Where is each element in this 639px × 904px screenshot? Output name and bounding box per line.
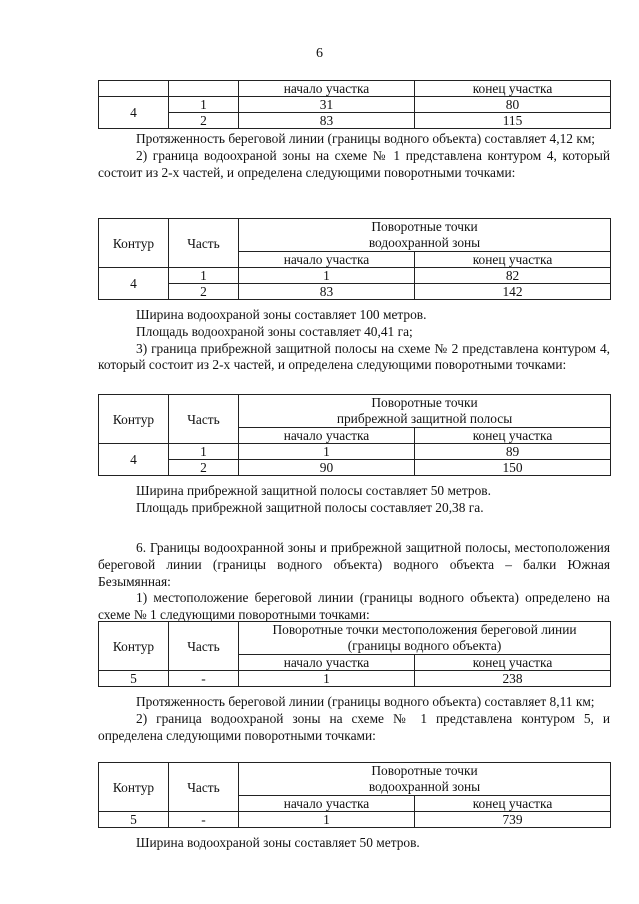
cell-end: 115 [415, 113, 611, 129]
header-group-line1: Поворотные точки местоположения береговой линии [272, 622, 577, 637]
table-water-protection-zone-5 [98, 762, 610, 828]
cell-end: 82 [415, 268, 611, 284]
cell-part: 2 [169, 284, 239, 300]
table-coastal-protection-strip-4 [98, 394, 610, 476]
paragraph: Протяженность береговой линии (границы водного объекта) составляет 8,11 км; [136, 694, 595, 709]
table-water-protection-zone-4 [98, 218, 610, 300]
cell-start: 31 [239, 97, 415, 113]
paragraph: Ширина прибрежной защитной полосы составляет 50 метров. [136, 483, 491, 498]
paragraph: Ширина водоохраной зоны составляет 100 метров. [136, 307, 427, 322]
text-block-6 [98, 835, 610, 852]
header-start: начало участка [239, 655, 415, 671]
header-part: Часть [169, 395, 239, 444]
header-end: конец участка [415, 81, 611, 97]
header-contour: Контур [99, 763, 169, 812]
cell-end: 150 [415, 460, 611, 476]
header-part: Часть [169, 763, 239, 812]
cell-start: 1 [239, 812, 415, 828]
cell-part: 1 [169, 97, 239, 113]
header-group-line2: прибрежной защитной полосы [336, 411, 513, 426]
cell-contour: 4 [99, 268, 169, 300]
paragraph: Площадь водоохраной зоны составляет 40,41 га; [136, 323, 413, 339]
table-shoreline-contour-5 [98, 621, 610, 687]
cell-contour: 5 [99, 671, 169, 687]
text-block-1 [98, 131, 610, 181]
header-group-line2: водоохранной зоны [368, 779, 481, 794]
cell-end: 739 [415, 812, 611, 828]
header-start: начало участка [239, 252, 415, 268]
header-contour: Контур [99, 622, 169, 671]
paragraph: Протяженность береговой линии (границы водного объекта) составляет 4,12 км; [136, 131, 596, 146]
header-end: конец участка [415, 428, 611, 444]
header-start: начало участка [239, 81, 415, 97]
section-heading-paragraph: 6. Границы водоохранной зоны и прибрежной защитной полосы, местоположения береговой линии (границы водного объекта) водного объекта – балки Южная Безымянная: [98, 540, 610, 589]
cell-contour: 4 [99, 97, 169, 129]
header-group-line1: Поворотные точки [371, 395, 478, 410]
header-part: Часть [169, 622, 239, 671]
cell-part: 1 [169, 444, 239, 460]
cell-contour: 5 [99, 812, 169, 828]
cell-part: 1 [169, 268, 239, 284]
text-block-2 [98, 307, 610, 374]
table-shoreline-contour-4 [98, 80, 610, 129]
cell-start: 90 [239, 460, 415, 476]
header-group-line1: Поворотные точки [371, 219, 478, 234]
header-end: конец участка [415, 252, 611, 268]
paragraph: Площадь прибрежной защитной полосы составляет 20,38 га. [136, 499, 484, 515]
header-end: конец участка [415, 796, 611, 812]
cell-start: 1 [239, 671, 415, 687]
header-end: конец участка [415, 655, 611, 671]
header-group-line2: (границы водного объекта) [347, 638, 502, 653]
cell-start: 1 [239, 444, 415, 460]
cell-contour: 4 [99, 444, 169, 476]
header-start: начало участка [239, 796, 415, 812]
cell-part: - [169, 671, 239, 687]
header-contour: Контур [99, 395, 169, 444]
paragraph: 3) граница прибрежной защитной полосы на схеме № 2 представлена контуром 4, который состоит из 2-х частей, и определена следующими поворотными точками: [98, 340, 610, 373]
cell-start: 83 [239, 113, 415, 129]
page-number: 6 [316, 46, 323, 61]
paragraph: Ширина водоохраной зоны составляет 50 метров. [136, 835, 420, 850]
header-contour: Контур [99, 219, 169, 268]
cell-end: 238 [415, 671, 611, 687]
header-group-line1: Поворотные точки [371, 763, 478, 778]
header-group [239, 622, 611, 655]
cell-end: 89 [415, 444, 611, 460]
cell-start: 1 [239, 268, 415, 284]
header-group [239, 395, 611, 428]
cell-part: 2 [169, 460, 239, 476]
header-start: начало участка [239, 428, 415, 444]
cell-part: 2 [169, 113, 239, 129]
text-block-3 [98, 483, 610, 517]
header-group [239, 763, 611, 796]
paragraph: 2) граница водоохраной зоны на схеме № 1 представлена контуром 5, и определена следующими поворотными точками: [98, 710, 610, 743]
header-group [239, 219, 611, 252]
cell-start: 83 [239, 284, 415, 300]
cell-part: - [169, 812, 239, 828]
text-block-5 [98, 694, 610, 744]
header-group-line2: водоохранной зоны [368, 235, 481, 250]
cell-end: 80 [415, 97, 611, 113]
paragraph: 1) местоположение береговой линии (границы водного объекта) определено на схеме № 1 следующими поворотными точками: [98, 590, 610, 622]
text-block-4 [98, 540, 610, 624]
paragraph: 2) граница водоохраной зоны на схеме № 1 представлена контуром 4, который состоит из 2-х частей, и определена следующими поворотными точками: [98, 147, 610, 180]
cell-end: 142 [415, 284, 611, 300]
header-part: Часть [169, 219, 239, 268]
